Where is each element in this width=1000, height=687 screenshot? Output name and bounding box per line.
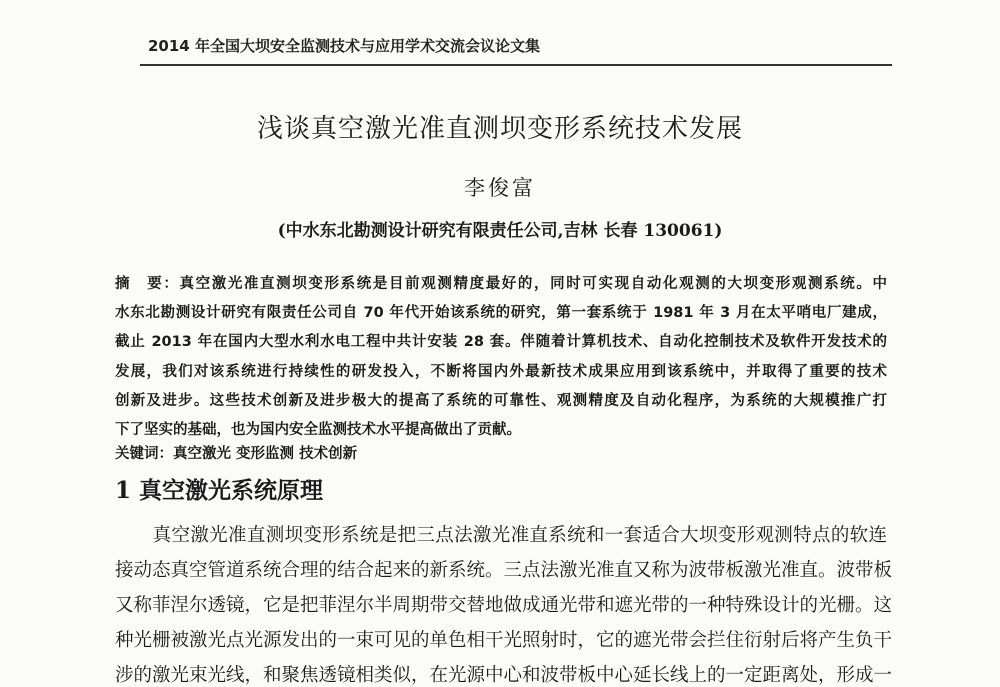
body-line: 涉的激光束光线，和聚焦透镜相类似，在光源中心和波带板中心延长线上的一定距离处，形成一 xyxy=(115,665,893,686)
section-heading: 1 真空激光系统原理 xyxy=(115,477,324,504)
affiliation: (中水东北勘测设计研究有限责任公司,吉林 长春 130061) xyxy=(277,221,723,241)
body-line: 接动态真空管道系统合理的结合起来的新系统。三点法激光准直又称为波带板激光准直。波带板 xyxy=(115,560,893,581)
abstract-line: 创新及进步。这些技术创新及进步极大的提高了系统的可靠性、观测精度及自动化程序，为系统的大规模推广打 xyxy=(115,393,887,409)
keywords: 关键词：真空激光 变形监测 技术创新 xyxy=(115,446,358,462)
abstract-line: 截止 2013 年在国内大型水利水电工程中共计安装 28 套。伴随着计算机技术、自动化控制技术及软件开发技术的 xyxy=(115,334,887,350)
abstract-line: 水东北勘测设计研究有限责任公司自 70 年代开始该系统的研究，第一套系统于 1981 年 3 月在太平哨电厂建成， xyxy=(115,305,887,321)
header-rule xyxy=(140,64,892,66)
paper-title: 浅谈真空激光准直测坝变形系统技术发展 xyxy=(256,114,743,144)
running-header: 2014 年全国大坝安全监测技术与应用学术交流会议论文集 xyxy=(148,37,540,55)
abstract-line: 发展，我们对该系统进行持续性的研发投入，不断将国内外最新技术成果应用到该系统中，并取得了重要的技术 xyxy=(115,364,887,380)
author: 李俊富 xyxy=(464,176,536,200)
abstract-line: 下了坚实的基础，也为国内安全监测技术水平提高做出了贡献。 xyxy=(115,422,521,438)
body-line: 种光栅被激光点光源发出的一束可见的单色相干光照射时，它的遮光带会拦住衍射后将产生负干 xyxy=(115,630,893,651)
body-line: 又称菲涅尔透镜，它是把菲涅尔半周期带交替地做成通光带和遮光带的一种特殊设计的光栅。这 xyxy=(115,595,893,616)
body-line: 真空激光准直测坝变形系统是把三点法激光准直系统和一套适合大坝变形观测特点的软连 xyxy=(115,525,887,546)
abstract-line: 摘 要：真空激光准直测坝变形系统是目前观测精度最好的，同时可实现自动化观测的大坝变形观测系统。中 xyxy=(115,276,887,292)
